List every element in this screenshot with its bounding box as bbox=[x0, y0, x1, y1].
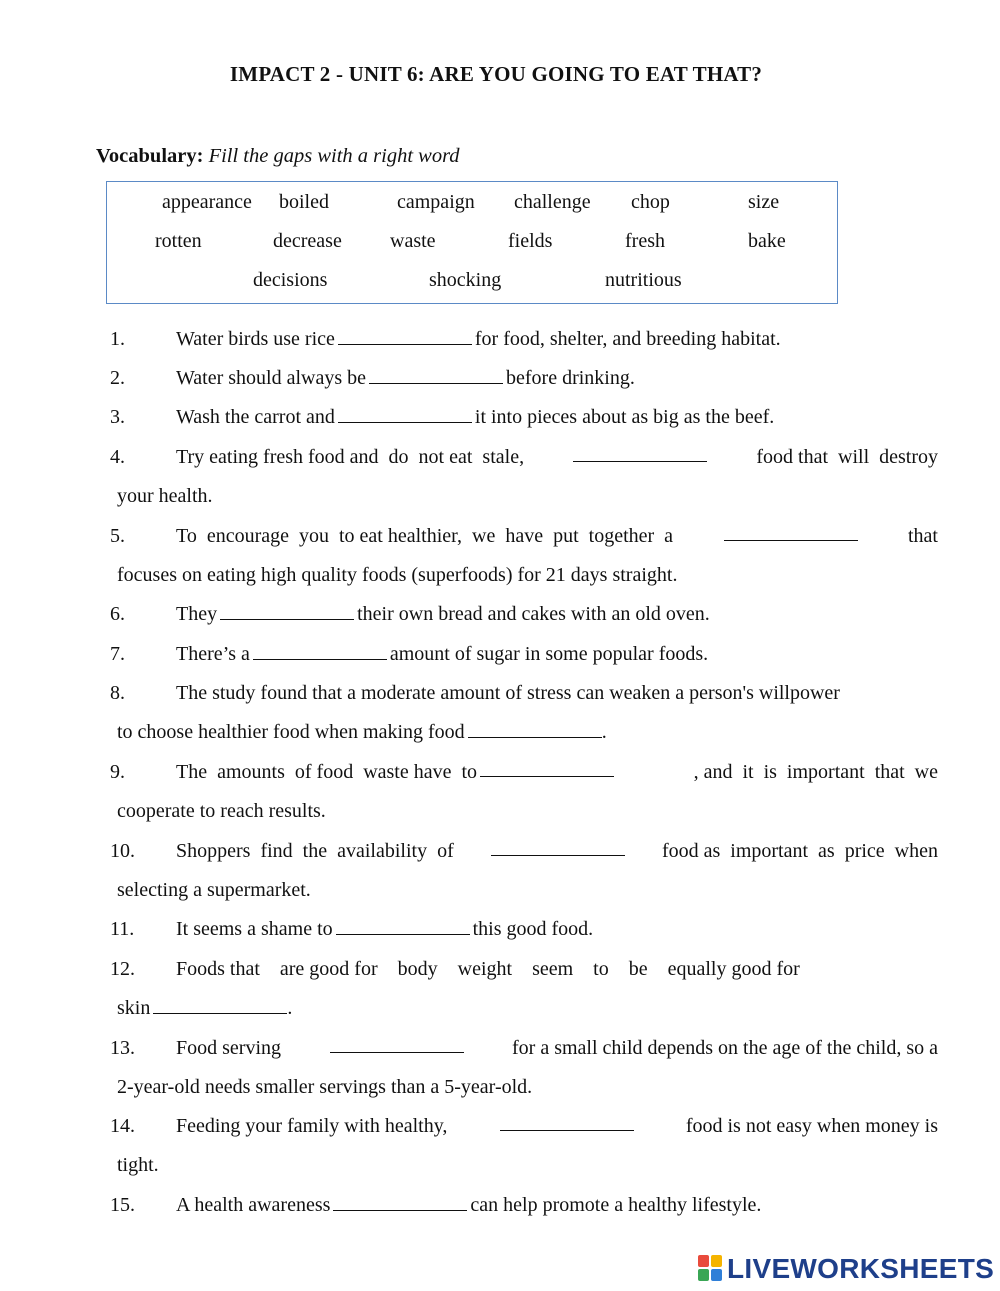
question-continuation: focuses on eating high quality foods (superfoods) for 21 days straight. bbox=[117, 564, 678, 586]
question-text: Feeding your family with healthy, food is not easy when money is bbox=[176, 1115, 938, 1137]
question-text: Food serving for a small child depends on the age of the child, so a bbox=[176, 1037, 938, 1059]
question-number: 11. bbox=[110, 918, 135, 940]
answer-blank[interactable] bbox=[333, 1195, 467, 1211]
answer-blank[interactable] bbox=[338, 329, 472, 345]
liveworksheets-logo bbox=[698, 1252, 994, 1286]
question-continuation: 2-year-old needs smaller servings than a 5-year-old. bbox=[117, 1076, 533, 1098]
word-bank-item: campaign bbox=[397, 191, 475, 213]
vocabulary-heading bbox=[96, 145, 460, 168]
question-text: The study found that a moderate amount of stress can weaken a person's willpower bbox=[176, 682, 840, 704]
question-text: Wash the carrot and it into pieces about as big as the beef. bbox=[176, 406, 775, 428]
question-number: 5. bbox=[110, 525, 125, 547]
question-number: 8. bbox=[110, 682, 125, 704]
question-text: Water birds use rice for food, shelter, and breeding habitat. bbox=[176, 328, 781, 350]
answer-blank[interactable] bbox=[480, 761, 614, 777]
vocabulary-label: Vocabulary: bbox=[96, 145, 204, 167]
word-bank-item: appearance bbox=[162, 191, 252, 213]
question-number: 2. bbox=[110, 367, 125, 389]
question-number: 12. bbox=[110, 958, 135, 980]
word-bank-item: boiled bbox=[279, 191, 329, 213]
answer-blank[interactable] bbox=[573, 446, 707, 462]
answer-blank[interactable] bbox=[220, 604, 354, 620]
question-text: A health awareness can help promote a healthy lifestyle. bbox=[176, 1194, 762, 1216]
question-number: 6. bbox=[110, 603, 125, 625]
question-continuation: your health. bbox=[117, 485, 213, 507]
answer-blank[interactable] bbox=[153, 998, 287, 1014]
vocabulary-instruction: Fill the gaps with a right word bbox=[208, 145, 460, 167]
word-bank-item: fields bbox=[508, 230, 553, 252]
question-continuation: tight. bbox=[117, 1154, 159, 1176]
answer-blank[interactable] bbox=[330, 1037, 464, 1053]
question-number: 10. bbox=[110, 840, 135, 862]
question-number: 13. bbox=[110, 1037, 135, 1059]
question-text: There’s a amount of sugar in some popular foods. bbox=[176, 643, 709, 665]
question-number: 1. bbox=[110, 328, 125, 350]
question-number: 7. bbox=[110, 643, 125, 665]
question-number: 14. bbox=[110, 1115, 135, 1137]
question-continuation: selecting a supermarket. bbox=[117, 879, 311, 901]
question-text: Try eating fresh food and do not eat stale, food that will destroy bbox=[176, 446, 938, 468]
question-text: Shoppers find the availability of food as important as price when bbox=[176, 840, 938, 862]
word-bank-item: chop bbox=[631, 191, 670, 213]
word-bank-item: challenge bbox=[514, 191, 591, 213]
word-bank-item: bake bbox=[748, 230, 786, 252]
question-number: 9. bbox=[110, 761, 125, 783]
question-text: Water should always be before drinking. bbox=[176, 367, 635, 389]
liveworksheets-brand-text: LIVEWORKSHEETS bbox=[727, 1253, 995, 1284]
worksheet-title: IMPACT 2 - UNIT 6: ARE YOU GOING TO EAT THAT? bbox=[229, 62, 763, 86]
question-text: Foods that are good for body weight seem to be equally good for bbox=[176, 958, 800, 980]
word-bank-item: size bbox=[748, 191, 780, 213]
word-bank-item: decisions bbox=[253, 269, 328, 291]
word-bank-item: fresh bbox=[625, 230, 665, 252]
answer-blank[interactable] bbox=[338, 407, 472, 423]
question-text: They their own bread and cakes with an old oven. bbox=[176, 603, 710, 625]
word-bank-item: waste bbox=[390, 230, 436, 252]
question-continuation: cooperate to reach results. bbox=[117, 800, 326, 822]
answer-blank[interactable] bbox=[491, 840, 625, 856]
question-continuation: skin . bbox=[117, 997, 293, 1019]
liveworksheets-logo-icon bbox=[698, 1255, 724, 1283]
question-number: 15. bbox=[110, 1194, 135, 1216]
answer-blank[interactable] bbox=[468, 722, 602, 738]
question-number: 4. bbox=[110, 446, 125, 468]
answer-blank[interactable] bbox=[336, 919, 470, 935]
question-text: The amounts of food waste have to , and it is important that we bbox=[176, 761, 938, 783]
answer-blank[interactable] bbox=[253, 644, 387, 660]
answer-blank[interactable] bbox=[724, 525, 858, 541]
word-bank-item: nutritious bbox=[605, 269, 682, 291]
answer-blank[interactable] bbox=[500, 1115, 634, 1131]
question-text: It seems a shame to this good food. bbox=[176, 918, 594, 940]
word-bank-item: shocking bbox=[429, 269, 502, 291]
question-continuation: to choose healthier food when making food . bbox=[117, 721, 607, 743]
answer-blank[interactable] bbox=[369, 368, 503, 384]
question-number: 3. bbox=[110, 406, 125, 428]
word-bank-item: rotten bbox=[155, 230, 202, 252]
question-text: To encourage you to eat healthier, we have put together a that bbox=[176, 525, 938, 547]
word-bank-item: decrease bbox=[273, 230, 342, 252]
